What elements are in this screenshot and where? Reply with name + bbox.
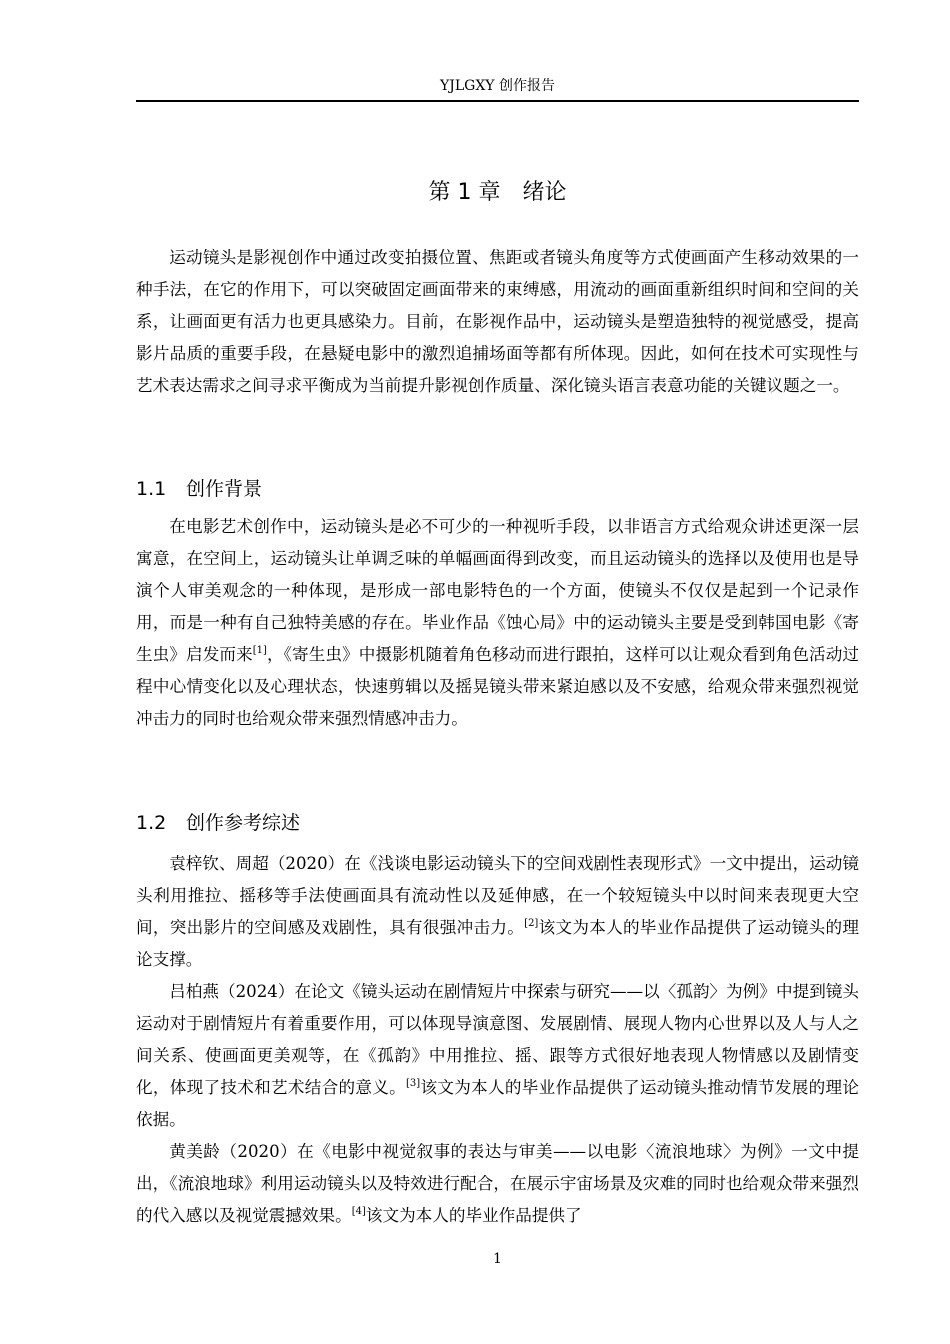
paragraph-text: 袁梓钦、周超（2020）在《浅谈电影运动镜头下的空间戏剧性表现形式》一文中提出，运动镜头利用推拉、摇移等手法使画面具有流动性以及延伸感，在一个较短镜头中以时间来表现更大空间，突出影片的空间感及戏剧性，具有很强冲击力。 bbox=[136, 854, 859, 937]
paragraph bbox=[136, 976, 859, 1136]
chapter-title: 第 1 章 绪论 bbox=[428, 180, 567, 205]
paragraph-text: ，《寄生虫》中摄影机随着角色移动而进行跟拍，这样可以让观众看到角色活动过程中心情变化以及心理状态，快速剪辑以及摇晃镜头带来紧迫感以及不安感，给观众带来强烈视觉冲击力的同时也给观众带来强烈情感冲击力。 bbox=[136, 645, 860, 728]
header-divider bbox=[136, 100, 859, 102]
citation-ref: [4] bbox=[351, 1206, 366, 1217]
section-heading-1-1 bbox=[136, 474, 859, 504]
section-number: 1.1 bbox=[136, 478, 167, 500]
paragraph-text: 该文为本人的毕业作品提供了运动镜头的理论支撑。 bbox=[136, 918, 860, 969]
paragraph-text: 在电影艺术创作中，运动镜头是必不可少的一种视听手段，以非语言方式给观众讲述更深一层寓意，在空间上，运动镜头让单调乏味的单幅画面得到改变，而且运动镜头的选择以及使用也是导演个人审美观念的一种体现，是形成一部电影特色的一个方面，使镜头不仅仅是起到一个记录作用，而是一种有自己独特美感的存在。毕业作品《蚀心局》中的运动镜头主要是受到韩国电影《寄生虫》启发而来 bbox=[136, 517, 859, 664]
citation-ref: [2] bbox=[524, 918, 539, 929]
intro-section bbox=[136, 242, 859, 402]
section-1-1-body bbox=[136, 511, 859, 735]
paragraph bbox=[136, 511, 859, 735]
paragraph-text: 黄美龄（2020）在《电影中视觉叙事的表达与审美——以电影〈流浪地球〉为例》一文中提出，《流浪地球》利用运动镜头以及特效进行配合，在展示宇宙场景及灾难的同时也给观众带来强烈的代入感以及视觉震撼效果。 bbox=[136, 1142, 859, 1225]
citation-ref: [1] bbox=[252, 645, 267, 656]
section-number: 1.2 bbox=[136, 812, 167, 834]
intro-paragraph: 运动镜头是影视创作中通过改变拍摄位置、焦距或者镜头角度等方式使画面产生移动效果的一种手法，在它的作用下，可以突破固定画面带来的束缚感，用流动的画面重新组织时间和空间的关系，让画面更有活力也更具感染力。目前，在影视作品中，运动镜头是塑造独特的视觉感受，提高影片品质的重要手段，在悬疑电影中的激烈追捕场面等都有所体现。因此，如何在技术可实现性与艺术表达需求之间寻求平衡成为当前提升影视创作质量、深化镜头语言表意功能的关键议题之一。 bbox=[136, 248, 859, 395]
running-header: YJLGXY 创作报告 bbox=[440, 78, 555, 94]
citation-ref: [3] bbox=[406, 1078, 421, 1089]
page-number: 1 bbox=[493, 1251, 502, 1267]
paragraph-text: 该文为本人的毕业作品提供了 bbox=[365, 1206, 582, 1225]
paragraph bbox=[136, 1136, 859, 1232]
section-1-2-body bbox=[136, 848, 859, 1232]
paragraph bbox=[136, 848, 859, 976]
section-title: 创作参考综述 bbox=[186, 812, 301, 834]
paragraph-text: 该文为本人的毕业作品提供了运动镜头推动情节发展的理论依据。 bbox=[136, 1078, 860, 1129]
section-title: 创作背景 bbox=[186, 478, 263, 500]
paragraph-text: 吕柏燕（2024）在论文《镜头运动在剧情短片中探索与研究——以〈孤韵〉为例》中提到镜头运动对于剧情短片有着重要作用，可以体现导演意图、发展剧情、展现人物内心世界以及人与人之间关系、使画面更美观等，在《孤韵》中用推拉、摇、跟等方式很好地表现人物情感以及剧情变化，体现了技术和艺术结合的意义。 bbox=[136, 982, 859, 1097]
section-heading-1-2 bbox=[136, 808, 859, 838]
